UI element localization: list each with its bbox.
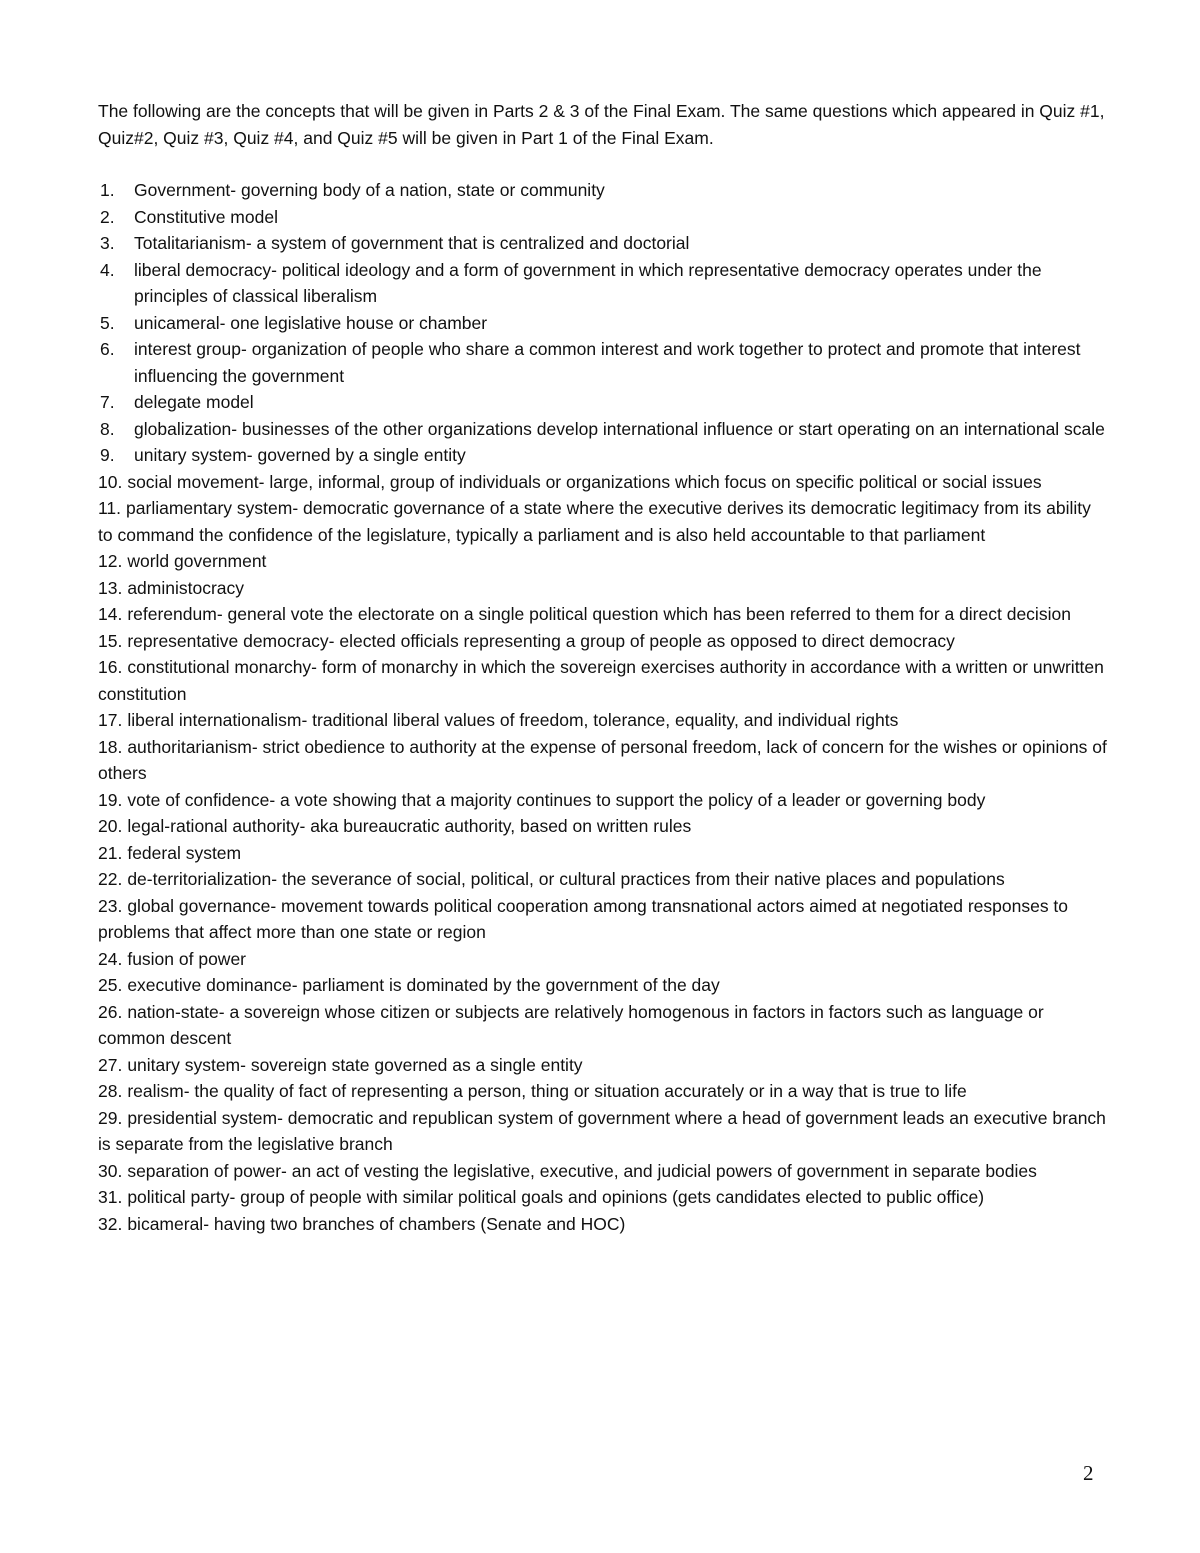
list-item-number: 23.: [98, 895, 123, 916]
list-item-text: global governance- movement towards political cooperation among transnational actors aimed at negotiated responses to problems that affect more than one state or region: [98, 895, 1069, 942]
list-item-number: 20.: [98, 816, 123, 836]
list-item: [98, 310, 1108, 337]
list-item: [98, 495, 1108, 548]
list-item-number: 8.: [100, 418, 115, 439]
list-item: [98, 204, 1108, 231]
list-item: [98, 257, 1108, 310]
list-item-number: 14.: [98, 604, 123, 624]
list-item: [98, 469, 1108, 496]
list-item-text: representative democracy- elected officials representing a group of people as opposed to direct democracy: [127, 630, 955, 651]
list-item-text: interest group- organization of people who share a common interest and work together to protect and promote that interest influencing the government: [134, 339, 1081, 386]
list-item-number: 24.: [98, 948, 123, 969]
list-item-text: administocracy: [127, 577, 245, 598]
list-item-number: 18.: [98, 736, 123, 757]
list-item-number: 22.: [98, 869, 123, 889]
list-item-number: 21.: [98, 842, 123, 863]
list-item: [98, 1211, 1108, 1238]
list-item: [98, 734, 1108, 787]
list-item-text: presidential system- democratic and republican system of government where a head of government leads an executive branch is separate from the legislative branch: [98, 1107, 1106, 1154]
list-item: [98, 893, 1108, 946]
concept-list: [98, 177, 1108, 1237]
list-item-text: Government- governing body of a nation, state or community: [134, 180, 605, 200]
list-item: [98, 787, 1108, 814]
list-item-text: unitary system- governed by a single entity: [134, 445, 466, 465]
list-item: [98, 813, 1108, 840]
document-body: [98, 98, 1108, 1237]
list-item-text: delegate model: [134, 392, 254, 412]
list-item: [98, 654, 1108, 707]
list-item: [98, 230, 1108, 257]
list-item-number: 31.: [98, 1187, 123, 1207]
list-item-number: 32.: [98, 1213, 123, 1234]
list-item: [98, 601, 1108, 628]
list-item: [98, 1052, 1108, 1079]
list-item-number: 12.: [98, 551, 123, 571]
list-item-text: Constitutive model: [134, 206, 278, 227]
list-item-number: 10.: [98, 471, 123, 492]
list-item-text: social movement- large, informal, group of individuals or organizations which focus on specific political or social issues: [127, 471, 1042, 492]
list-item-text: realism- the quality of fact of representing a person, thing or situation accurately or in a way that is true to life: [127, 1081, 967, 1101]
list-item: [98, 442, 1108, 469]
list-item-number: 9.: [100, 445, 115, 465]
list-item-number: 19.: [98, 789, 123, 810]
list-item-text: nation-state- a sovereign whose citizen or subjects are relatively homogenous in factors in factors such as language or common descent: [98, 1001, 1044, 1048]
list-item: [98, 336, 1108, 389]
list-item-number: 11.: [98, 498, 122, 518]
list-item: [98, 628, 1108, 655]
list-item-number: 15.: [98, 630, 123, 651]
list-item-text: unitary system- sovereign state governed as a single entity: [127, 1054, 583, 1075]
list-item: [98, 946, 1108, 973]
list-item-number: 28.: [98, 1081, 123, 1101]
list-item-text: political party- group of people with similar political goals and opinions (gets candidates elected to public office): [127, 1187, 985, 1207]
list-item-number: 4.: [100, 259, 115, 280]
list-item-text: de-territorialization- the severance of social, political, or cultural practices from their native places and populations: [127, 869, 1005, 889]
list-item-number: 26.: [98, 1001, 123, 1022]
list-item: [98, 1184, 1108, 1211]
list-item-text: liberal democracy- political ideology and a form of government in which representative democracy operates under the principles of classical liberalism: [134, 259, 1042, 306]
list-item-number: 17.: [98, 710, 123, 730]
list-item-text: referendum- general vote the electorate on a single political question which has been referred to them for a direct decision: [127, 604, 1071, 624]
list-item-number: 16.: [98, 657, 123, 677]
list-item-text: legal-rational authority- aka bureaucratic authority, based on written rules: [127, 816, 692, 836]
list-item-text: separation of power- an act of vesting the legislative, executive, and judicial powers of government in separate bodies: [127, 1160, 1037, 1181]
list-item-text: globalization- businesses of the other organizations develop international influence or start operating on an international scale: [134, 418, 1105, 439]
page-number: 2: [1083, 1461, 1094, 1485]
list-item-number: 13.: [98, 577, 123, 598]
list-item-number: 1.: [100, 180, 115, 200]
list-item-text: bicameral- having two branches of chambers (Senate and HOC): [127, 1213, 626, 1234]
list-item-number: 30.: [98, 1160, 123, 1181]
list-item-number: 27.: [98, 1054, 123, 1075]
list-item: [98, 840, 1108, 867]
list-item: [98, 177, 1108, 204]
list-item-number: 29.: [98, 1107, 123, 1128]
list-item-number: 5.: [100, 312, 115, 333]
list-item-number: 3.: [100, 233, 115, 253]
list-item: [98, 707, 1108, 734]
list-item: [98, 999, 1108, 1052]
list-item: [98, 972, 1108, 999]
list-item-number: 7.: [100, 392, 115, 412]
list-item-number: 25.: [98, 975, 123, 995]
list-item-text: unicameral- one legislative house or chamber: [134, 312, 488, 333]
list-item: [98, 548, 1108, 575]
list-item-text: executive dominance- parliament is dominated by the government of the day: [127, 975, 720, 995]
list-item: [98, 1105, 1108, 1158]
list-item-text: vote of confidence- a vote showing that a majority continues to support the policy of a leader or governing body: [127, 789, 986, 810]
list-item: [98, 416, 1108, 443]
list-item: [98, 866, 1108, 893]
list-item-number: 2.: [100, 206, 115, 227]
list-item-text: liberal internationalism- traditional liberal values of freedom, tolerance, equality, and individual rights: [127, 710, 899, 730]
list-item: [98, 575, 1108, 602]
list-item-text: fusion of power: [127, 948, 247, 969]
list-item-text: constitutional monarchy- form of monarchy in which the sovereign exercises authority in accordance with a written or unwritten constitution: [98, 657, 1104, 704]
list-item: [98, 1078, 1108, 1105]
list-item-text: parliamentary system- democratic governance of a state where the executive derives its democratic legitimacy from its ability to command the confidence of the legislature, typically a parliament and is also held accountable to that parliament: [98, 498, 1091, 545]
list-item-text: authoritarianism- strict obedience to authority at the expense of personal freedom, lack of concern for the wishes or opinions of others: [98, 736, 1107, 783]
list-item-text: world government: [127, 551, 267, 571]
list-item-text: federal system: [127, 842, 242, 863]
list-item: [98, 389, 1108, 416]
intro-paragraph: The following are the concepts that will be given in Parts 2 & 3 of the Final Exam. The same questions which appeared in Quiz #1, Quiz#2, Quiz #3, Quiz #4, and Quiz #5 will be given in Part 1 of the Final Exam.: [98, 101, 1105, 148]
list-item-number: 6.: [100, 339, 115, 359]
list-item: [98, 1158, 1108, 1185]
list-item-text: Totalitarianism- a system of government that is centralized and doctorial: [134, 233, 690, 253]
